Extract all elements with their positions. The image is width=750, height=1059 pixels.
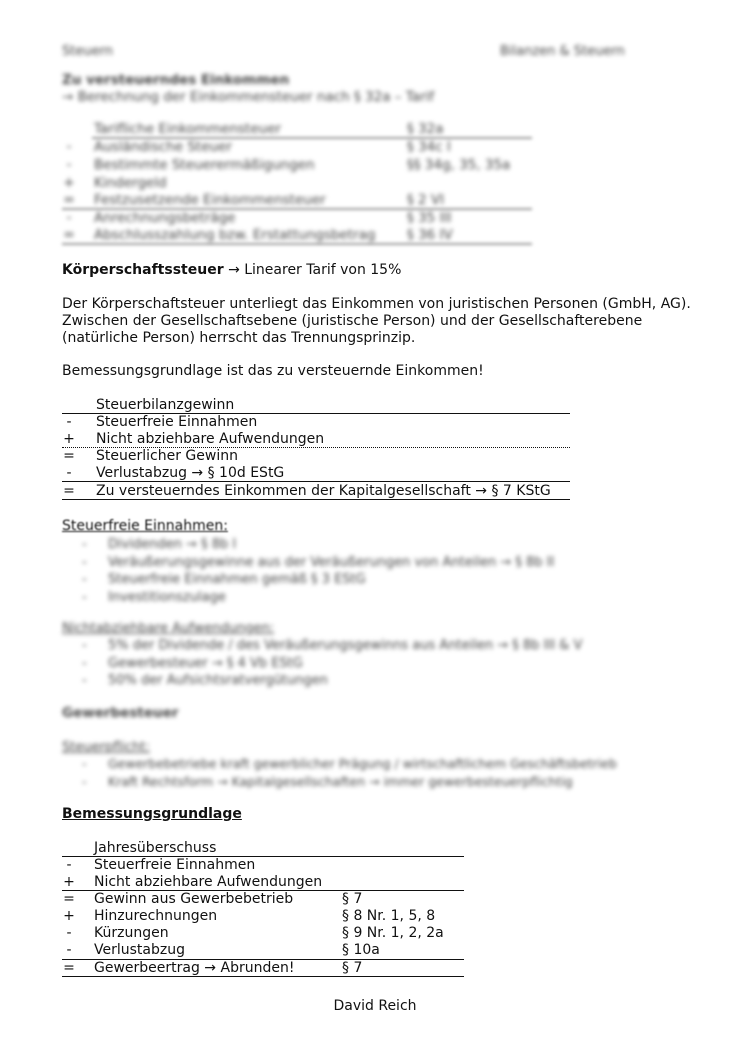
table-row: - Steuerfreie Einnahmen [66, 414, 258, 430]
table-row: - Kürzungen § 9 Nr. 1, 2, 2a [66, 925, 444, 941]
list-item: - Investitionszulage [82, 589, 226, 605]
est-subtitle: → Berechnung der Einkommensteuer nach § 32a – Tarif [62, 89, 435, 105]
table-row: = Gewerbeertrag → Abrunden! § 7 [63, 960, 363, 976]
list-item: - Dividenden → § 8b I [82, 537, 237, 552]
header-right: Bilanzen & Steuern [500, 44, 625, 59]
table-row: = Gewinn aus Gewerbebetrieb § 7 [63, 891, 363, 907]
table-row: = Steuerlicher Gewinn [63, 448, 238, 464]
list-item: - 50% der Aufsichtsratvergütungen [82, 673, 328, 688]
list-item: - Steuerfreie Einnahmen gemäß § 3 EStG [82, 572, 366, 587]
gewst-table [62, 839, 472, 981]
table-row: Steuerbilanzgewinn [96, 397, 235, 413]
table-row: - Ausländische Steuer § 34c I [66, 139, 451, 155]
est-table [62, 121, 537, 251]
list-item: - Veräußerungsgewinne aus der Veräußerungen von Anteilen → § 8b II [82, 554, 555, 570]
list-item: - Gewerbebetriebe kraft gewerblicher Prägung / wirtschaftlichem Geschäftsbetrieb [82, 756, 617, 771]
list-item: - Kraft Rechtsform → Kapitalgesellschaften → immer gewerbesteuerpflichtig [82, 773, 573, 789]
steuerfrei-list [82, 536, 554, 606]
table-row: + Nicht abziehbare Aufwendungen [63, 874, 323, 890]
gewst-pflicht-title: Steuerpflicht: [62, 740, 150, 755]
steuerfrei-title: Steuerfreie Einnahmen: [62, 518, 228, 534]
table-row: = Festzusetzende Einkommensteuer § 2 VI [63, 192, 445, 208]
table-row: Jahresüberschuss [94, 840, 217, 856]
paragraph-line: (natürliche Person) herrscht das Trennungsprinzip. [62, 330, 416, 346]
table-row: - Verlustabzug → § 10d EStG [66, 465, 285, 481]
kst-note: Bemessungsgrundlage ist das zu versteuernde Einkommen! [62, 363, 484, 379]
table-row: - Bestimmte Steuerermäßigungen §§ 34g, 35, 35a [66, 157, 511, 173]
kst-title-suffix: → Linearer Tarif von 15% [228, 262, 402, 278]
footer-author: David Reich [333, 998, 417, 1014]
header-left: Steuern [62, 44, 113, 59]
kst-title: Körperschaftssteuer [62, 262, 224, 278]
table-row: - Steuerfreie Einnahmen [66, 857, 256, 873]
table-row: - Anrechnungsbeträge § 35 III [66, 210, 452, 226]
table-row: + Hinzurechnungen § 8 Nr. 1, 5, 8 [63, 908, 436, 924]
kst-table [62, 396, 572, 504]
table-row: + Nicht abziehbare Aufwendungen [63, 431, 325, 447]
est-title: Zu versteuerndes Einkommen [62, 72, 290, 88]
gewst-pflicht-list [82, 755, 617, 790]
list-item: - 5% der Dividende / des Veräußerungsgewinns aus Anteilen → § 8b III & V [82, 638, 583, 653]
paragraph-line: Der Körperschaftsteuer unterliegt das Einkommen von juristischen Personen (GmbH, AG). [62, 296, 691, 312]
gewst-bem-title: Bemessungsgrundlage [62, 806, 242, 822]
nichtabz-list [82, 637, 582, 690]
table-row: Tarifliche Einkommensteuer § 32a [94, 121, 444, 137]
gewst-title: Gewerbesteuer [62, 705, 179, 721]
table-row: = Zu versteuerndes Einkommen der Kapitalgesellschaft → § 7 KStG [63, 483, 551, 499]
list-item: - Gewerbesteuer → § 4 Vb EStG [82, 655, 303, 671]
nichtabz-title: Nichtabziehbare Aufwendungen: [62, 621, 275, 636]
table-row: + Kindergeld [63, 175, 167, 191]
table-row: - Verlustabzug § 10a [66, 942, 380, 958]
table-row: = Abschlusszahlung bzw. Erstattungsbetrag § 36 IV [63, 227, 453, 243]
kst-paragraph [62, 296, 691, 347]
kst-heading [62, 262, 401, 278]
paragraph-line: Zwischen der Gesellschaftsebene (juristische Person) und der Gesellschafterebene [62, 313, 643, 329]
